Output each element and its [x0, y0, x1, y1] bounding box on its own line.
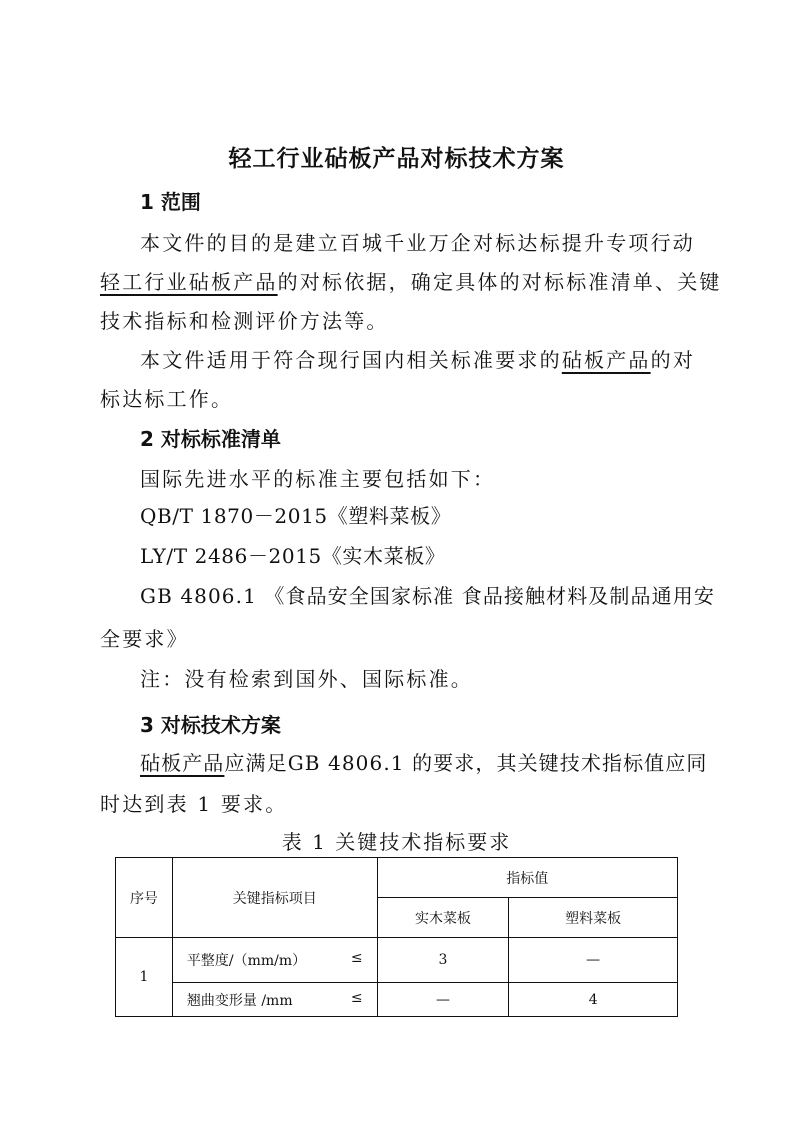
row-item: [172, 983, 377, 1017]
row-wood-value: 3: [377, 938, 509, 983]
table-row: [116, 938, 678, 983]
s1-paragraph-2-line-1: [140, 344, 695, 373]
section-2-heading: 2 对标标准清单: [140, 427, 281, 451]
section-1-heading: 1 范围: [140, 190, 201, 214]
row-wood-value: —: [377, 983, 509, 1017]
s1-paragraph-1-line-2: [100, 266, 722, 295]
header-item: 关键指标项目: [172, 858, 377, 938]
s1-paragraph-1-line-1: 本文件的目的是建立百城千业万企对标达标提升专项行动: [140, 231, 695, 255]
s1-paragraph-2-line-2: 标达标工作。: [100, 387, 234, 411]
header-plastic: 塑料菜板: [509, 898, 678, 938]
standard-3-line-1: GB 4806.1 《食品安全国家标准 食品接触材料及制品通用安: [140, 584, 715, 608]
standard-1: QB/T 1870－2015《塑料菜板》: [140, 504, 452, 528]
row-item-label: 翘曲变形量 /mm: [186, 992, 293, 1009]
le-sign: ≤: [350, 950, 363, 966]
row-no: 1: [116, 938, 173, 1017]
s1-p1-l2-rest: 的对标依据，确定具体的对标标准清单、关键: [277, 270, 722, 294]
row-plastic-value: 4: [509, 983, 678, 1017]
document-title: 轻工行业砧板产品对标技术方案: [228, 146, 565, 172]
s1-p2-l1-a: 本文件适用于符合现行国内相关标准要求的: [140, 348, 562, 372]
underlined-product-s3: 砧板产品: [140, 751, 225, 775]
header-wood: 实木菜板: [377, 898, 509, 938]
table-caption: 表 1 关键技术指标要求: [281, 830, 512, 854]
le-sign: ≤: [350, 989, 363, 1006]
s3-paragraph-line-1: [140, 747, 707, 776]
row-plastic-value: —: [509, 938, 678, 983]
standard-3-line-2: 全要求》: [100, 627, 189, 651]
s3-paragraph-line-2: 时达到表 1 要求。: [100, 792, 288, 816]
section-3-heading: 3 对标技术方案: [140, 713, 281, 737]
standard-2: LY/T 2486－2015《实木菜板》: [140, 544, 446, 568]
table-row: [116, 983, 678, 1017]
s1-paragraph-1-line-3: 技术指标和检测评价方法等。: [100, 309, 389, 333]
header-no: 序号: [116, 858, 173, 938]
key-indicator-table: [115, 857, 678, 1017]
row-item: [172, 938, 377, 983]
s1-p2-l1-b: 的对: [650, 348, 696, 372]
underlined-product: 砧板产品: [561, 348, 651, 372]
header-value: 指标值: [377, 858, 677, 898]
underlined-product-name: 轻工行业砧板产品: [100, 270, 278, 294]
s3-p-rest: 应满足GB 4806.1 的要求，其关键技术指标值应同: [224, 751, 708, 775]
s2-intro: 国际先进水平的标准主要包括如下：: [140, 467, 496, 491]
note: 注：没有检索到国外、国际标准。: [140, 667, 473, 691]
row-item-label: 平整度/（mm/m）: [186, 953, 307, 969]
